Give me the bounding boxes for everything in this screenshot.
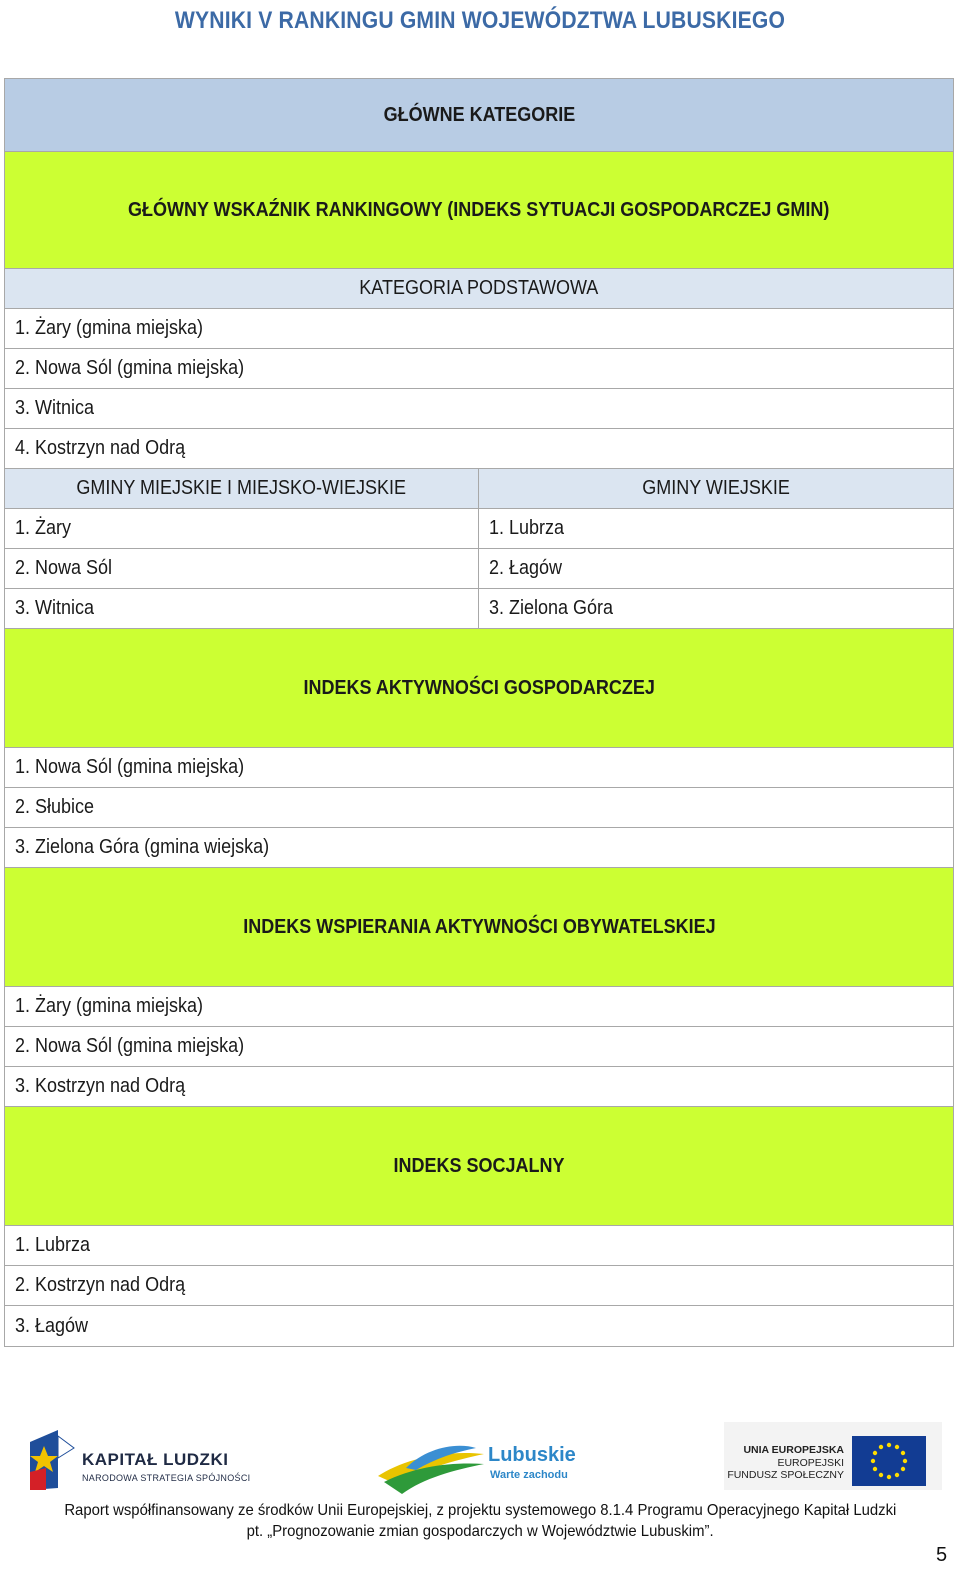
eu-flag-icon [852, 1436, 926, 1486]
table-cell [5, 549, 479, 588]
list-item-text: 2. Nowa Sól (gmina miejska) [15, 1035, 245, 1057]
table-cell [5, 589, 479, 628]
section-title: INDEKS AKTYWNOŚCI GOSPODARCZEJ [303, 676, 655, 699]
table-cell [479, 549, 953, 588]
list-item [5, 1226, 953, 1266]
subheader-kategoria-podstawowa [5, 269, 953, 309]
split-row [5, 549, 953, 589]
cell-text: 3. Zielona Góra [489, 597, 614, 619]
section-title: INDEKS WSPIERANIA AKTYWNOŚCI OBYWATELSKIEJ [242, 915, 716, 938]
page-title: WYNIKI V RANKINGU GMIN WOJEWÓDZTWA LUBUSKIEGO [174, 7, 786, 34]
list-item [5, 1067, 953, 1107]
table-cell [479, 509, 953, 548]
subheader-label: KATEGORIA PODSTAWOWA [359, 277, 599, 299]
cell-text: 3. Witnica [15, 597, 95, 619]
section-title: INDEKS SOCJALNY [393, 1154, 565, 1177]
list-item-text: 3. Witnica [15, 397, 95, 419]
list-item-text: 1. Lubrza [15, 1234, 91, 1256]
kapital-ludzki-subtitle: NARODOWA STRATEGIA SPÓJNOŚCI [82, 1473, 251, 1483]
lubuskie-logo [376, 1438, 576, 1500]
list-item-text: 2. Słubice [15, 796, 95, 818]
section-title: GŁÓWNY WSKAŹNIK RANKINGOWY (INDEKS SYTUACJI GOSPODARCZEJ GMIN) [128, 198, 830, 221]
kapital-ludzki-emblem-icon [24, 1428, 80, 1494]
ranking-table [4, 78, 954, 1347]
eu-logo [724, 1422, 942, 1490]
section-header-aktywnosc [5, 629, 953, 748]
list-item-text: 1. Żary (gmina miejska) [15, 317, 204, 339]
lubuskie-emblem-icon [376, 1438, 486, 1498]
footnote [0, 1500, 960, 1542]
list-item-text: 4. Kostrzyn nad Odrą [15, 437, 186, 459]
eu-line3: FUNDUSZ SPOŁECZNY [727, 1469, 844, 1481]
kapital-ludzki-logo [24, 1428, 254, 1494]
table-cell [479, 589, 953, 628]
footnote-line2: pt. „Prognozowanie zmian gospodarczych w Województwie Lubuskim”. [246, 1523, 714, 1540]
main-categories-header [5, 79, 953, 152]
list-item [5, 1306, 953, 1346]
lubuskie-slogan: Warte zachodu [490, 1469, 568, 1481]
list-item-text: 1. Nowa Sól (gmina miejska) [15, 756, 245, 778]
main-categories-label: GŁÓWNE KATEGORIE [383, 103, 575, 126]
list-item [5, 1266, 953, 1306]
cell-text: 1. Żary [15, 517, 72, 539]
list-item-text: 2. Kostrzyn nad Odrą [15, 1274, 186, 1296]
list-item [5, 828, 953, 868]
footnote-line1: Raport współfinansowany ze środków Unii Europejskiej, z projektu systemowego 8.1.4 Programu Operacyjnego Kapitał Ludzki [63, 1502, 897, 1519]
section-header-socjalny [5, 1107, 953, 1226]
list-item-text: 3. Łagów [15, 1314, 89, 1337]
split-row [5, 509, 953, 549]
list-item [5, 788, 953, 828]
section-header-glowny [5, 152, 953, 269]
list-item [5, 309, 953, 349]
column-header: GMINY WIEJSKIE [642, 477, 790, 499]
cell-text: 2. Nowa Sól [15, 557, 113, 579]
list-item [5, 1027, 953, 1067]
list-item-text: 3. Kostrzyn nad Odrą [15, 1075, 186, 1097]
section-header-obywatelska [5, 868, 953, 987]
list-item [5, 429, 953, 469]
eu-line2: EUROPEJSKI [777, 1457, 844, 1469]
list-item-text: 1. Żary (gmina miejska) [15, 995, 204, 1017]
split-header-row [5, 469, 953, 509]
eu-line1: UNIA EUROPEJSKA [743, 1444, 844, 1456]
cell-text: 2. Łagów [489, 557, 563, 579]
page-number: 5 [936, 1544, 948, 1566]
lubuskie-name: Lubuskie [488, 1444, 576, 1466]
cell-text: 1. Lubrza [489, 517, 565, 539]
list-item-text: 2. Nowa Sól (gmina miejska) [15, 357, 245, 379]
gminy-miejskie-header [5, 469, 479, 508]
kapital-ludzki-title: KAPITAŁ LUDZKI [82, 1450, 229, 1469]
list-item [5, 987, 953, 1027]
table-cell [5, 509, 479, 548]
footer-logos [0, 1420, 960, 1500]
list-item-text: 3. Zielona Góra (gmina wiejska) [15, 836, 270, 858]
gminy-wiejskie-header [479, 469, 953, 508]
list-item [5, 349, 953, 389]
column-header: GMINY MIEJSKIE I MIEJSKO-WIEJSKIE [76, 477, 407, 499]
list-item [5, 748, 953, 788]
split-row [5, 589, 953, 629]
list-item [5, 389, 953, 429]
